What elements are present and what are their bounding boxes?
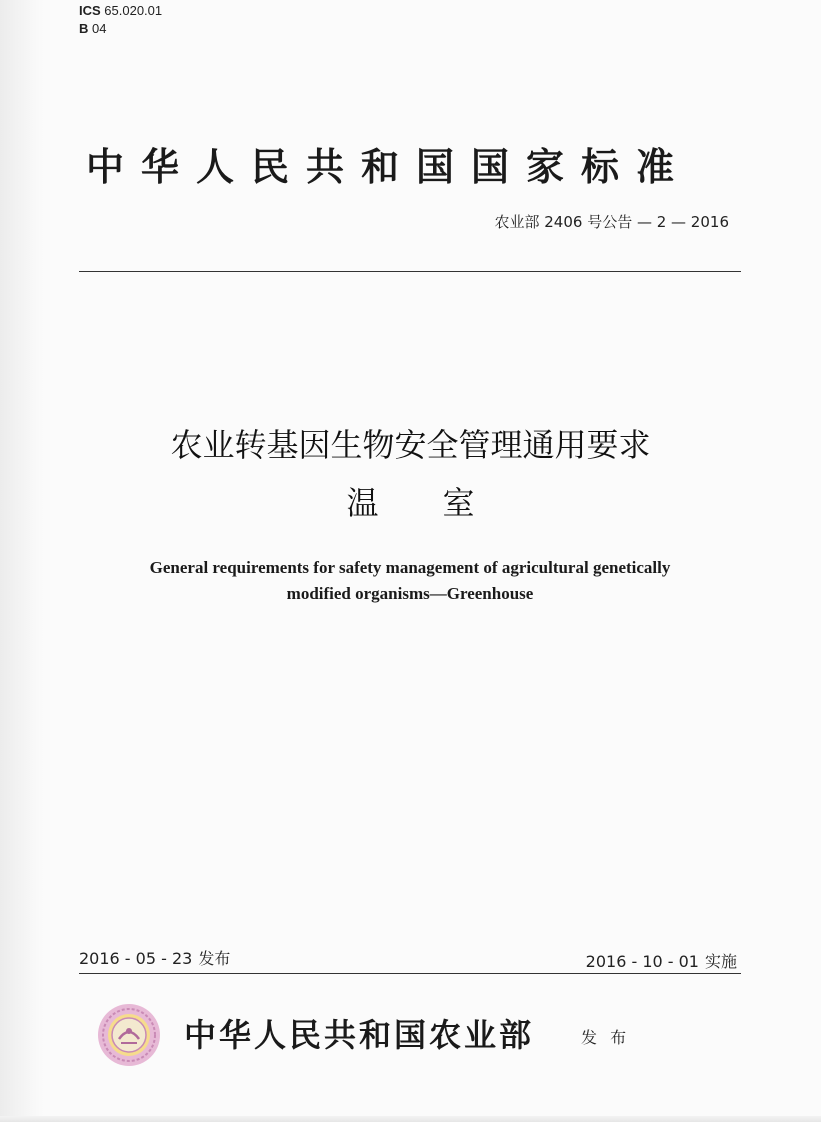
ics-label: ICS <box>79 3 101 18</box>
ics-line <box>79 2 162 20</box>
english-title-line-2: modified organisms—Greenhouse <box>286 584 534 603</box>
ministry-emblem-icon <box>97 1003 161 1067</box>
scan-shadow-edge <box>0 0 44 1122</box>
implementation-label: 实施 <box>704 952 737 971</box>
issue-date: 2016 - 05 - 23 <box>79 949 193 968</box>
english-title <box>90 555 730 607</box>
ccs-code: 04 <box>92 21 107 36</box>
implementation-date-block <box>586 949 737 972</box>
implementation-date: 2016 - 10 - 01 <box>585 952 699 971</box>
ccs-label: B <box>79 21 89 36</box>
ics-code: 65.020.01 <box>104 3 163 18</box>
standard-type-heading: 中华人民共和国国家标准 <box>86 145 692 189</box>
chinese-subtitle: 温 室 <box>346 484 475 522</box>
emblem-center <box>112 1018 146 1052</box>
standard-number: 农业部 2406 号公告 — 2 — 2016 <box>494 213 729 231</box>
ccs-line <box>79 20 162 38</box>
chinese-title: 农业转基因生物安全管理通用要求 <box>170 426 651 464</box>
header-divider <box>79 271 741 272</box>
issuing-label: 发 布 <box>581 1028 631 1047</box>
footer-divider <box>79 973 741 974</box>
issuing-authority: 中华人民共和国农业部 <box>184 1016 535 1054</box>
english-title-line-1: General requirements for safety management of agricultural genetically <box>149 558 671 577</box>
emblem-star <box>126 1028 132 1034</box>
issue-label: 发布 <box>198 949 231 968</box>
issue-date-block <box>79 946 230 969</box>
scan-bottom-edge <box>0 1116 821 1122</box>
classification-block <box>79 2 162 38</box>
